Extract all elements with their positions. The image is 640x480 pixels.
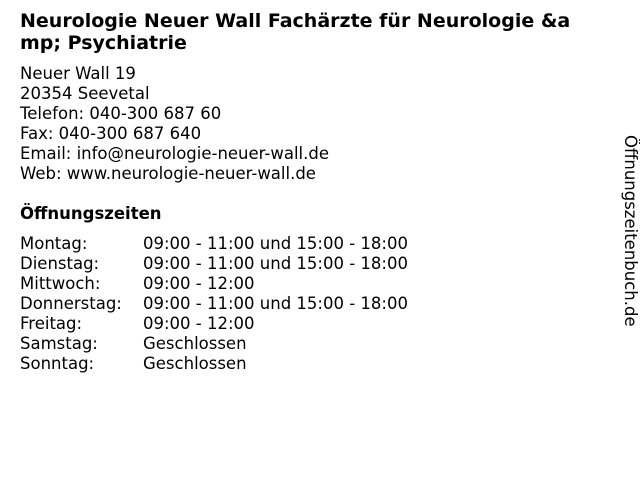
time-value: 09:00 - 12:00	[143, 314, 255, 333]
time-value: Geschlossen	[143, 334, 247, 353]
time-value: 09:00 - 11:00 und 15:00 - 18:00	[143, 234, 408, 253]
email-address: Email: info@neurologie-neuer-wall.de	[20, 144, 329, 163]
day-label: Sonntag:	[20, 354, 95, 373]
day-label: Dienstag:	[20, 254, 100, 273]
city-address: 20354 Seevetal	[20, 84, 150, 103]
time-value: 09:00 - 11:00 und 15:00 - 18:00	[143, 294, 408, 313]
contact-block	[20, 64, 329, 184]
day-label: Montag:	[20, 234, 88, 253]
page-title: Neurologie Neuer Wall Fachärzte für Neurologie &amp; Psychiatrie	[20, 10, 571, 54]
fax-number: Fax: 040-300 687 640	[20, 124, 202, 143]
street-address: Neuer Wall 19	[20, 64, 136, 83]
time-value: 09:00 - 12:00	[143, 274, 255, 293]
watermark-site-name: Öffnungszeitenbuch.de	[621, 135, 640, 327]
day-label: Donnerstag:	[20, 294, 122, 313]
time-value: 09:00 - 11:00 und 15:00 - 18:00	[143, 254, 408, 273]
opening-hours-heading: Öffnungszeiten	[20, 204, 162, 223]
phone-number: Telefon: 040-300 687 60	[20, 104, 222, 123]
time-value: Geschlossen	[143, 354, 247, 373]
day-label: Samstag:	[20, 334, 98, 353]
day-label: Mittwoch:	[20, 274, 101, 293]
day-label: Freitag:	[20, 314, 83, 333]
website-address: Web: www.neurologie-neuer-wall.de	[20, 164, 316, 183]
